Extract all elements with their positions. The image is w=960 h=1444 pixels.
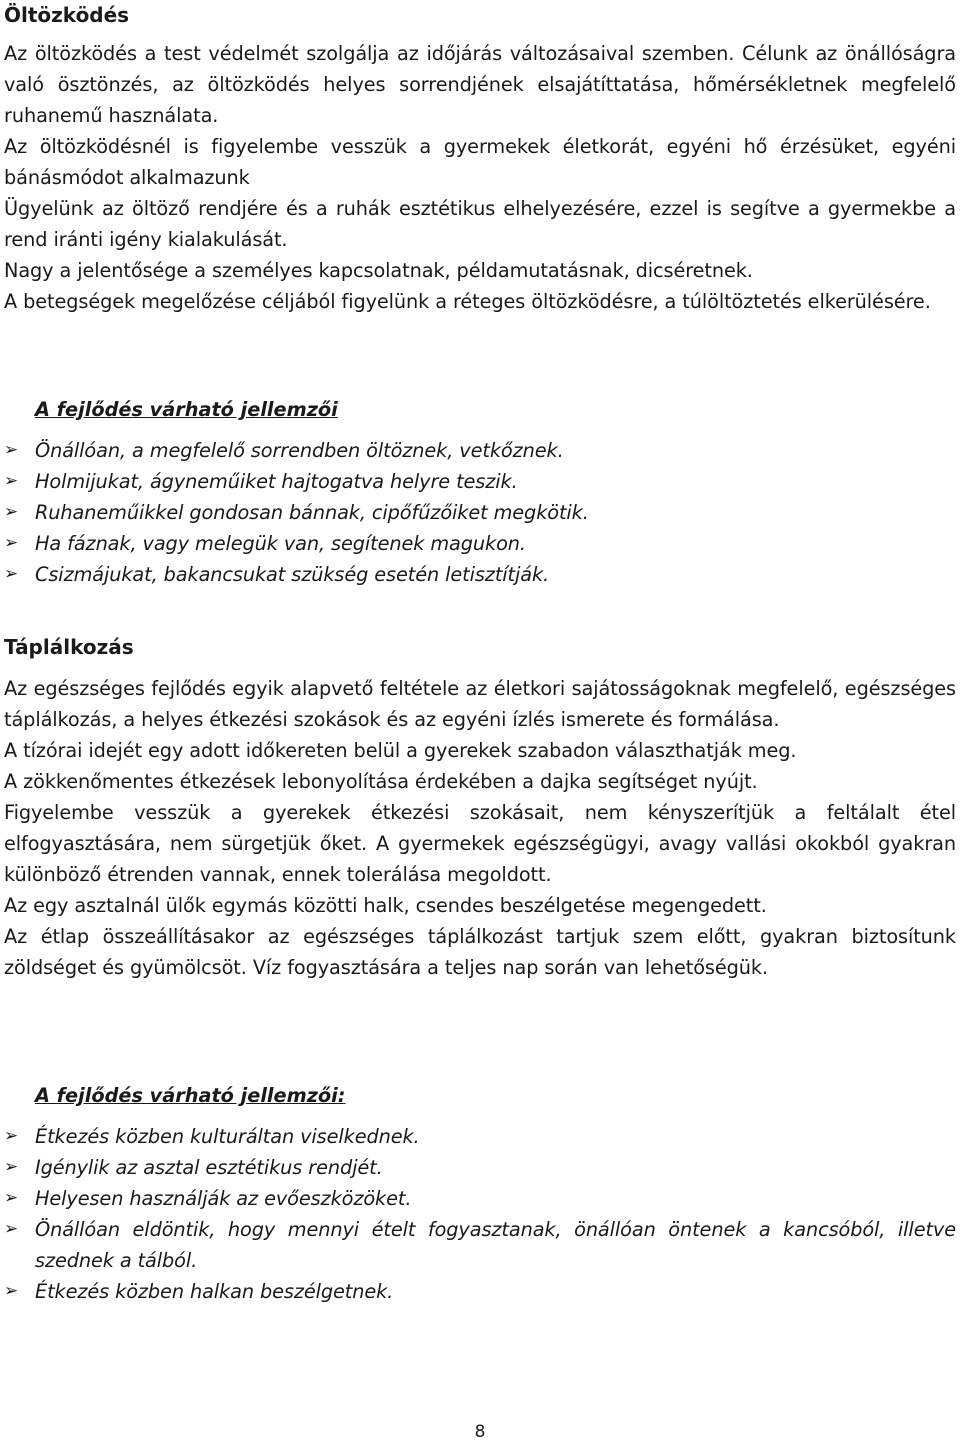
nutrition-section [4, 632, 956, 983]
page-number: 8 [474, 1422, 486, 1442]
list-item: ➢ Étkezés közben kulturáltan viselkednek. [4, 1121, 956, 1152]
dressing-paragraph: Az öltözködés a test védelmét szolgálja az időjárás változásaival szemben. Célunk az önállóságra való ösztönzés, az öltözködés helyes sorrendjének elsajátíttatása, hőmérsékletnek megfelelő ruhanemű használata. [4, 42, 956, 127]
list-item: ➢ Önállóan, a megfelelő sorrendben öltöznek, vetkőznek. [4, 435, 956, 466]
arrow-bullet-icon: ➢ [4, 1188, 19, 1208]
nutrition-paragraph: Figyelembe vesszük a gyerekek étkezési szokásait, nem kényszerítjük a feltálalt étel elfogyasztására, nem sürgetjük őket. A gyermekek egészségügyi, avagy vallási okokból gyakran különböző étrenden vannak, ennek tolerálása megoldott. [4, 801, 956, 886]
list-item: ➢ Önállóan eldöntik, hogy mennyi ételt fogyasztanak, önállóan öntenek a kancsóból, illetve szednek a tálból. [4, 1214, 956, 1276]
arrow-bullet-icon: ➢ [4, 564, 19, 584]
list-item: ➢ Ha fáznak, vagy melegük van, segítenek magukon. [4, 528, 956, 559]
nutrition-title: Táplálkozás [4, 635, 134, 659]
dressing-paragraph: Nagy a jelentősége a személyes kapcsolatnak, példamutatásnak, dicséretnek. [4, 259, 753, 282]
nutrition-paragraph: Az étlap összeállításakor az egészséges táplálkozást tartjuk szem előtt, gyakran biztosítunk zöldséget és gyümölcsöt. Víz fogyasztására a teljes nap során van lehetőségük. [4, 925, 956, 979]
nutrition-expected-list [4, 1121, 956, 1307]
dressing-expected-list [4, 435, 956, 590]
nutrition-expected-block [4, 1080, 956, 1307]
arrow-bullet-icon: ➢ [4, 1219, 19, 1239]
list-item: ➢ Helyesen használják az evőeszközöket. [4, 1183, 956, 1214]
dressing-section [4, 0, 956, 317]
dressing-expected-block [4, 394, 956, 590]
nutrition-paragraph: Az egészséges fejlődés egyik alapvető feltétele az életkori sajátosságoknak megfelelő, egészséges táplálkozás, a helyes étkezési szokások és az egyéni ízlés ismerete és formálása. [4, 677, 956, 731]
dressing-title: Öltözködés [4, 3, 130, 27]
dressing-paragraph: Ügyelünk az öltöző rendjére és a ruhák esztétikus elhelyezésére, ezzel is segítve a gyermekbe a rend iránti igény kialakulását. [4, 197, 956, 251]
nutrition-paragraph: Az egy asztalnál ülők egymás közötti halk, csendes beszélgetése megengedett. [4, 894, 767, 917]
arrow-bullet-icon: ➢ [4, 502, 19, 522]
dressing-paragraph: A betegségek megelőzése céljából figyelünk a réteges öltözködésre, a túlöltöztetés elkerülésére. [4, 290, 931, 313]
nutrition-paragraph: A zökkenőmentes étkezések lebonyolítása érdekében a dajka segítséget nyújt. [4, 770, 758, 793]
dressing-paragraph: Az öltözködésnél is figyelembe vesszük a gyermekek életkorát, egyéni hő érzésüket, egyéni bánásmódot alkalmazunk [4, 135, 956, 189]
arrow-bullet-icon: ➢ [4, 1281, 19, 1301]
arrow-bullet-icon: ➢ [4, 440, 19, 460]
list-item: ➢ Étkezés közben halkan beszélgetnek. [4, 1276, 956, 1307]
arrow-bullet-icon: ➢ [4, 471, 19, 491]
arrow-bullet-icon: ➢ [4, 1157, 19, 1177]
nutrition-paragraph: A tízórai idejét egy adott időkereten belül a gyerekek szabadon választhatják meg. [4, 739, 797, 762]
nutrition-expected-title: A fejlődés várható jellemzői: [35, 1084, 346, 1107]
dressing-expected-title: A fejlődés várható jellemzői [35, 398, 338, 421]
arrow-bullet-icon: ➢ [4, 533, 19, 553]
list-item: ➢ Igénylik az asztal esztétikus rendjét. [4, 1152, 956, 1183]
list-item: ➢ Holmijukat, ágyneműiket hajtogatva helyre teszik. [4, 466, 956, 497]
list-item: ➢ Ruhaneműikkel gondosan bánnak, cipőfűzőiket megkötik. [4, 497, 956, 528]
arrow-bullet-icon: ➢ [4, 1126, 19, 1146]
list-item: ➢ Csizmájukat, bakancsukat szükség esetén letisztítják. [4, 559, 956, 590]
